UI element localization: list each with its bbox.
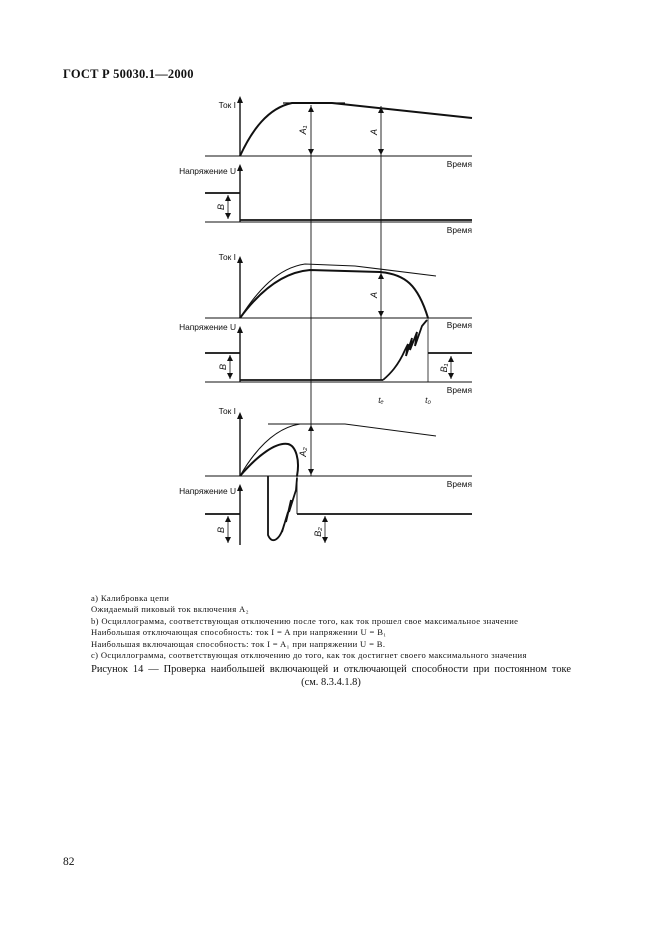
axis-label-voltage-a: Напряжение U [179,166,236,176]
axis-label-time-a2: Время [446,225,472,235]
caption-title: Рисунок 14 — Проверка наибольшей включающей и отключающей способности при постоянном токе [91,664,571,675]
axis-label-current-b: Ток I [218,252,236,262]
current-curve-b [240,270,428,318]
label-a-top: A [369,128,379,136]
note-line: a) Калибровка цепи [91,593,170,603]
current-curve-b-upper [240,264,436,318]
label-b-a: B [216,203,226,211]
label-b1: B₁ [439,363,449,373]
note-line: c) Осциллограмма, соответствующая отключению до того, как ток достигнет своего максимального значения [91,650,527,661]
note-line: b) Осциллограмма, соответствующая отключению после того, как ток прошел свое максимальное значение [91,615,519,626]
figure-caption [63,664,599,689]
note-line: Ожидаемый пиковый ток включения A₂ [91,604,249,615]
caption-reference: (см. 8.3.4.1.8) [301,676,361,688]
axis-label-current-c: Ток I [218,406,236,416]
figure-notes [91,593,527,661]
page-number: 82 [63,856,75,868]
label-a1: A₁ [298,125,308,135]
axis-label-time-b2: Время [446,385,472,395]
axis-label-time-b1: Время [446,320,472,330]
current-curve-a [240,103,472,156]
label-b2: B₂ [313,527,323,537]
axis-label-voltage-b: Напряжение U [179,322,236,332]
note-line: Наибольшая отключающая способность: ток I = A при напряжении U = B₁ [91,627,387,638]
label-a-mid: A [369,291,379,299]
label-te: tₑ [378,395,384,405]
axis-label-time-c: Время [446,479,472,489]
document-header: ГОСТ Р 50030.1—2000 [63,67,194,81]
axis-label-current-a: Ток I [218,100,236,110]
axis-label-time-a1: Время [446,159,472,169]
current-curve-c [240,444,298,476]
axis-label-voltage-c: Напряжение U [179,486,236,496]
label-to: t₀ [425,395,431,405]
label-a2: A₂ [298,447,308,457]
label-b-b: B [218,363,228,371]
note-line: Наибольшая включающая способность: ток I = A₁ при напряжении U = B. [91,638,386,649]
label-b-c: B [216,526,226,534]
